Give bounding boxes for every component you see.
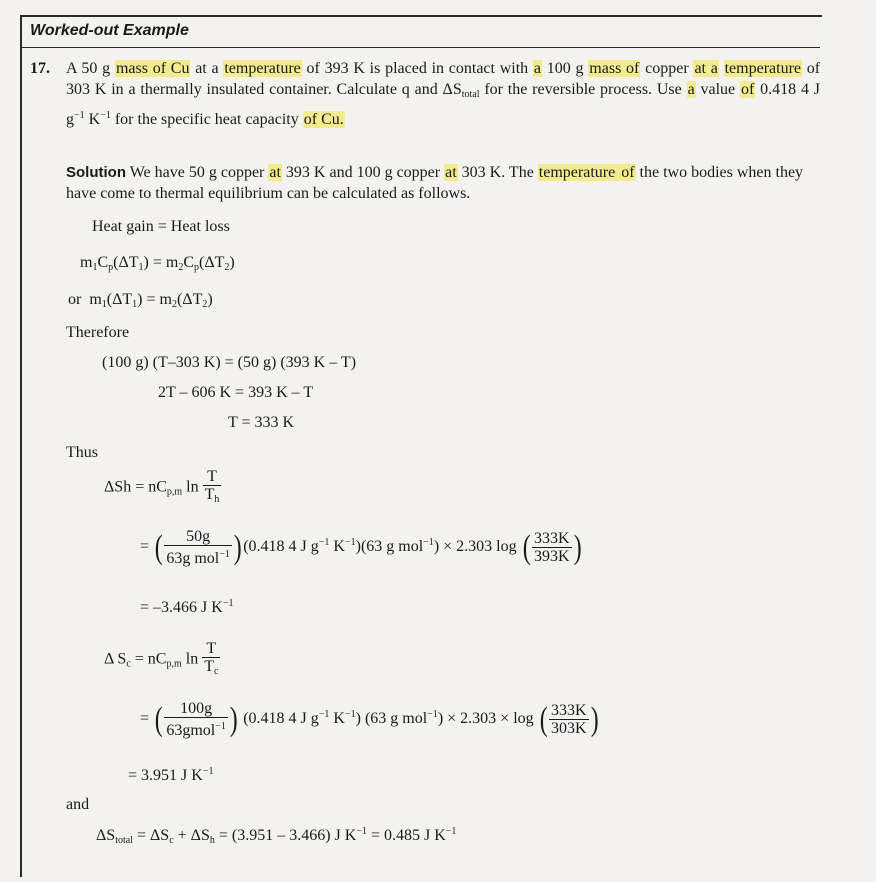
eq-delta-sc-result: = 3.951 J $K^{-1}$ [128, 766, 214, 784]
eq-delta-sc-values: = ( $\frac{100g}{63gmol^{-1}}$ ) (0.418 4 J $g^{-1}$ $K^{-1}$) (63 g mol$^{-1}$) × 2.303 × log ( $\frac{333K}{303K}$ ) [140, 700, 599, 739]
solution-label: Solution [66, 164, 126, 181]
eq-mc-balance: $m_1C_p(\Delta T_1) = m_2C_p(\Delta T_2)$ [80, 254, 235, 273]
page-frame [20, 15, 822, 877]
eq-delta-sh-values: = ( $\frac{50g}{63g mol^{-1}}$ ) (0.418 4 J $g^{-1}$ $K^{-1})(63$ g mol$^{-1}$) × 2.303 log ( $\frac{333K}{393K}$ ) [140, 528, 582, 567]
example-title: Worked-out Example [30, 22, 189, 39]
therefore-label: Therefore [66, 324, 130, 341]
example-header [20, 17, 820, 48]
eq-heat-balance: Heat gain = Heat loss [92, 218, 230, 235]
problem-text: A 50 g mass of Cu at a temperature of 393 K is placed in contact with a 100 g mass of copper at a temperature of 303 K in a thermally insulated container. Calculate q and $\Delta S_{total}$ for the reversible process. Use a value of 0.418 4 J $g^{-1}$ $K^{-1}$ for the specific heat capacity of Cu. [66, 60, 821, 128]
eq-delta-sh: $\Delta Sh = nC_{p,m}$ ln $\frac{T}{T_h}$ [104, 468, 220, 505]
eq-step-3: T = 333 K [228, 414, 295, 431]
eq-delta-sh-result: = –3.466 J $K^{-1}$ [140, 598, 234, 616]
problem-statement [30, 58, 820, 130]
solution-paragraph: Solution We have 50 g copper at 393 K and 100 g copper at 303 K. The temperature of the two bodies when they have come to thermal equilibrium can be calculated as follows. [66, 164, 804, 202]
problem-number: 17. [30, 60, 50, 77]
thus-label: Thus [66, 444, 98, 461]
eq-delta-s-total: $\Delta S_{total} = \Delta S_c + \Delta S_h = (3.951 - 3.466)$ J $K^{-1} = 0.485$ J $K^{-1}$ [96, 826, 457, 846]
eq-step-1: (100 g) (T–303 K) = (50 g) (393 K – T) [102, 354, 357, 371]
eq-step-2: 2T – 606 K = 393 K – T [158, 384, 314, 401]
eq-delta-sc: Δ $S_c = nC_{p,m}$ ln $\frac{T}{T_c}$ [104, 640, 219, 677]
eq-m-balance: or $m_1(\Delta T_1) = m_2(\Delta T_2)$ [68, 291, 213, 310]
and-label: and [66, 796, 90, 813]
